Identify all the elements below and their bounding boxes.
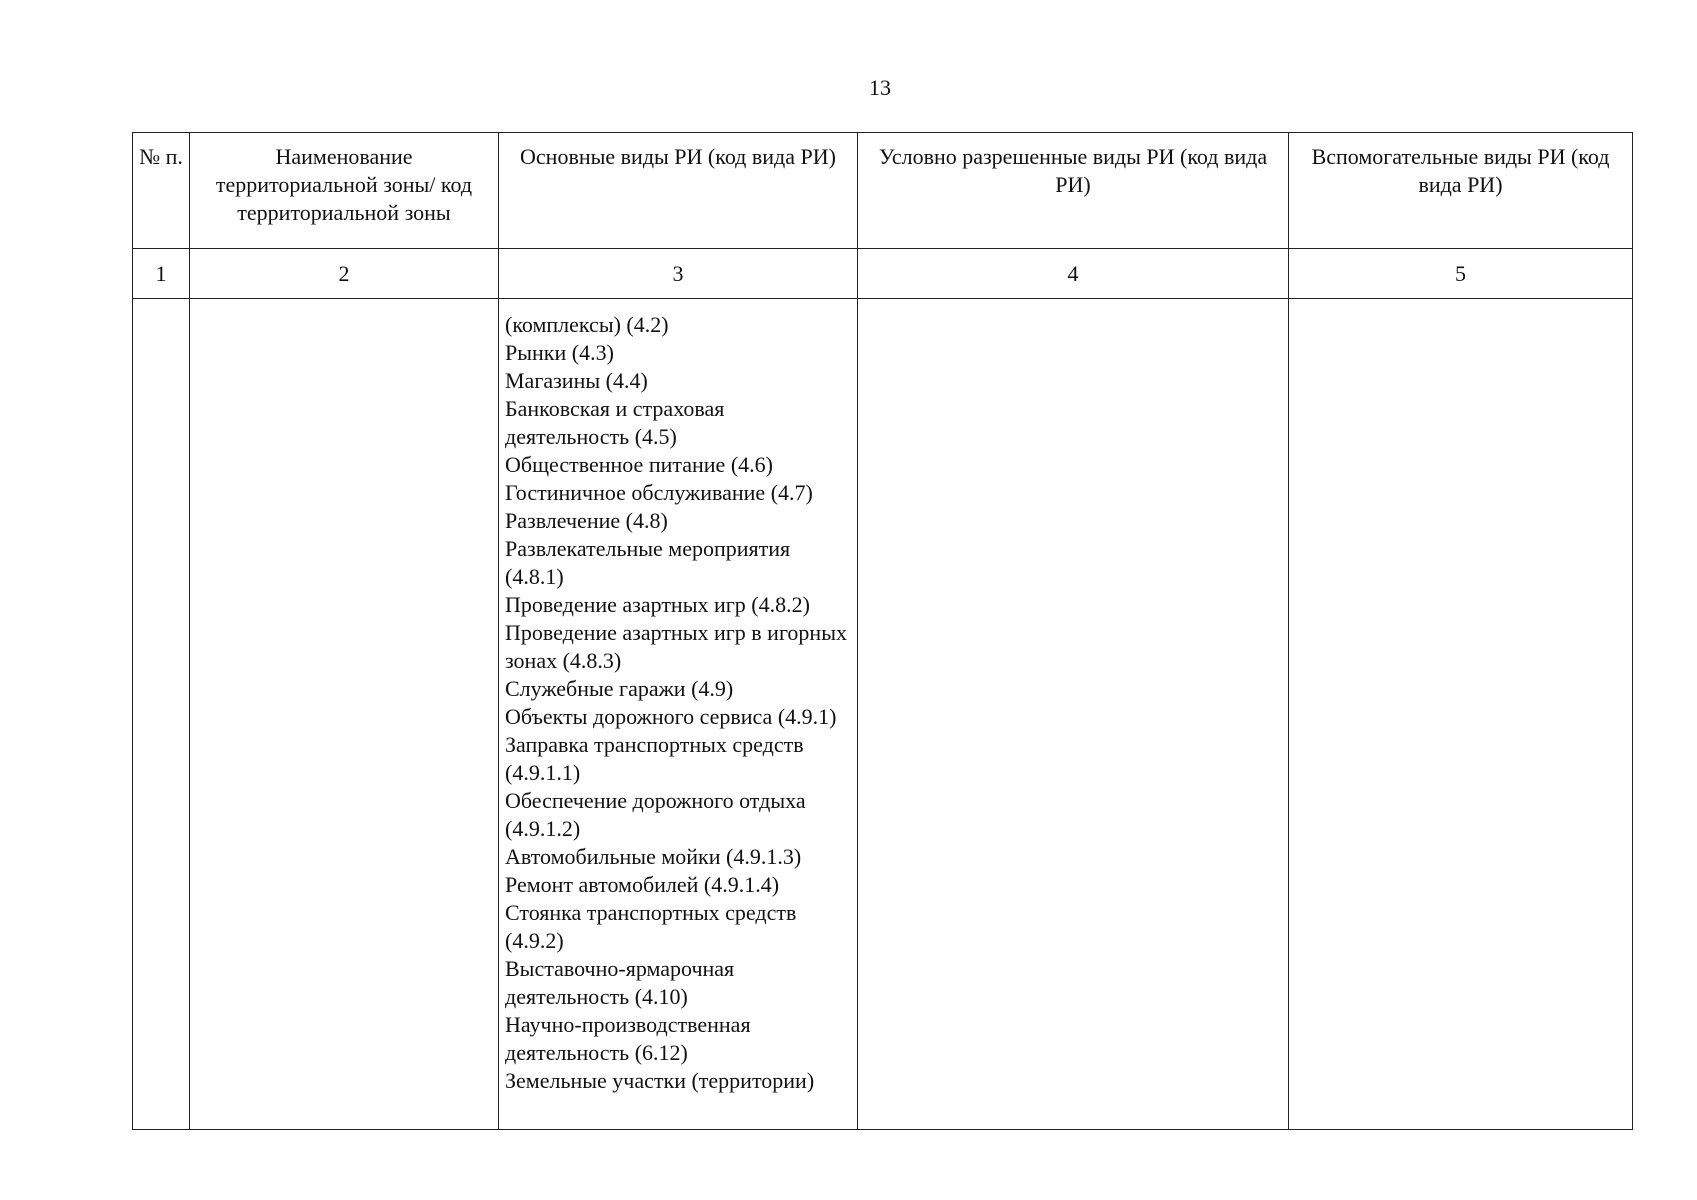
list-item: Рынки (4.3) bbox=[505, 340, 614, 365]
cell-main-uses bbox=[499, 299, 858, 1130]
list-item: Общественное питание (4.6) bbox=[505, 452, 773, 477]
list-item: Научно-производственная деятельность (6.12) bbox=[505, 1012, 751, 1065]
header-main-uses: Основные виды РИ (код вида РИ) bbox=[499, 133, 858, 249]
column-number: 3 bbox=[499, 249, 858, 299]
list-item: (комплексы) (4.2) bbox=[505, 312, 669, 337]
list-item: Выставочно-ярмарочная деятельность (4.10) bbox=[505, 956, 735, 1009]
header-row bbox=[133, 133, 1633, 249]
list-item: Служебные гаражи (4.9) bbox=[505, 676, 734, 701]
list-item: Ремонт автомобилей (4.9.1.4) bbox=[505, 872, 780, 897]
main-uses-list bbox=[499, 299, 857, 1095]
column-number-row bbox=[133, 249, 1633, 299]
list-item: Автомобильные мойки (4.9.1.3) bbox=[505, 844, 802, 869]
cell-conditional-uses bbox=[858, 299, 1289, 1130]
list-item: Проведение азартных игр в игорных зонах (4.8.3) bbox=[505, 620, 847, 673]
table-row bbox=[133, 299, 1633, 1130]
list-item: Земельные участки (территории) bbox=[505, 1068, 815, 1093]
list-item: Проведение азартных игр (4.8.2) bbox=[505, 592, 810, 617]
zones-table bbox=[132, 132, 1633, 1130]
header-number: № п. bbox=[133, 133, 190, 249]
header-auxiliary-uses: Вспомогательные виды РИ (код вида РИ) bbox=[1289, 133, 1633, 249]
list-item: Магазины (4.4) bbox=[505, 368, 648, 393]
cell-number bbox=[133, 299, 190, 1130]
cell-zone-name bbox=[190, 299, 499, 1130]
header-conditional-uses: Условно разрешенные виды РИ (код вида РИ) bbox=[858, 133, 1289, 249]
list-item: Развлекательные мероприятия (4.8.1) bbox=[505, 536, 791, 589]
column-number: 1 bbox=[133, 249, 190, 299]
column-number: 4 bbox=[858, 249, 1289, 299]
column-number: 5 bbox=[1289, 249, 1633, 299]
list-item: Гостиничное обслуживание (4.7) bbox=[505, 480, 813, 505]
column-number: 2 bbox=[190, 249, 499, 299]
list-item: Банковская и страховая деятельность (4.5) bbox=[505, 396, 725, 449]
header-zone-name: Наименование территориальной зоны/ код территориальной зоны bbox=[190, 133, 499, 249]
list-item: Объекты дорожного сервиса (4.9.1) bbox=[505, 704, 837, 729]
page-number: 13 bbox=[869, 75, 891, 100]
list-item: Стоянка транспортных средств (4.9.2) bbox=[505, 900, 797, 953]
list-item: Заправка транспортных средств (4.9.1.1) bbox=[505, 732, 804, 785]
list-item: Развлечение (4.8) bbox=[505, 508, 668, 533]
cell-auxiliary-uses bbox=[1289, 299, 1633, 1130]
list-item: Обеспечение дорожного отдыха (4.9.1.2) bbox=[505, 788, 806, 841]
